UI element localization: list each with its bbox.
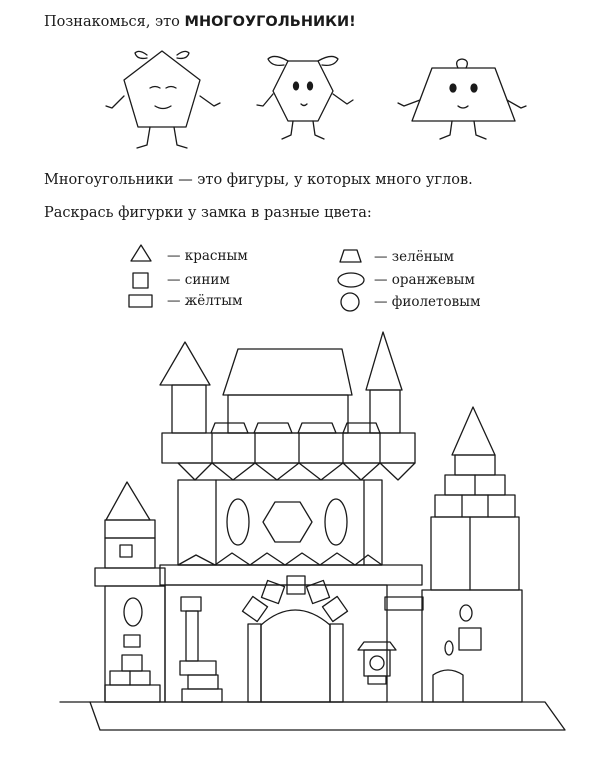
definition-text: Многоугольники — это фигуры, у которых много углов. — [44, 172, 473, 188]
legend-label-red: — красным — [167, 248, 248, 264]
legend-label-violet: — фиолетовым — [374, 294, 481, 310]
right-small-spire — [452, 407, 495, 455]
hexagon-character — [257, 56, 353, 139]
title-prefix: Познакомься, это — [44, 14, 180, 30]
task-text: Раскрась фигурки у замка в разные цвета: — [44, 205, 372, 221]
legend-triangle-icon — [131, 245, 151, 261]
center-roof — [223, 349, 352, 395]
pentagon-icon — [124, 51, 200, 127]
legend-label-yellow: — жёлтым — [167, 293, 243, 309]
ground — [90, 702, 565, 730]
legend-square-icon — [133, 273, 148, 288]
trapezoid-icon — [412, 68, 515, 121]
legend-oval-icon — [338, 273, 364, 287]
legend-rectangle-icon — [129, 295, 152, 307]
trapezoid-character — [398, 59, 526, 139]
title-bold: МНОГОУГОЛЬНИКИ! — [184, 14, 356, 30]
right-spire — [366, 332, 402, 390]
legend-label-blue: — синим — [167, 272, 230, 288]
left-small-spire — [106, 482, 150, 520]
hexagon-icon — [273, 61, 333, 121]
castle — [60, 332, 565, 730]
left-spire — [160, 342, 210, 385]
pentagon-character — [106, 51, 220, 148]
legend-label-green: — зелёным — [374, 249, 454, 265]
castle-oval-right — [325, 499, 347, 545]
castle-oval-left — [227, 499, 249, 545]
legend-label-orange: — оранжевым — [374, 272, 475, 288]
legend-trapezoid-icon — [340, 250, 361, 262]
arch — [242, 576, 347, 702]
legend-circle-icon — [341, 293, 359, 311]
castle-hexagon — [263, 502, 312, 542]
